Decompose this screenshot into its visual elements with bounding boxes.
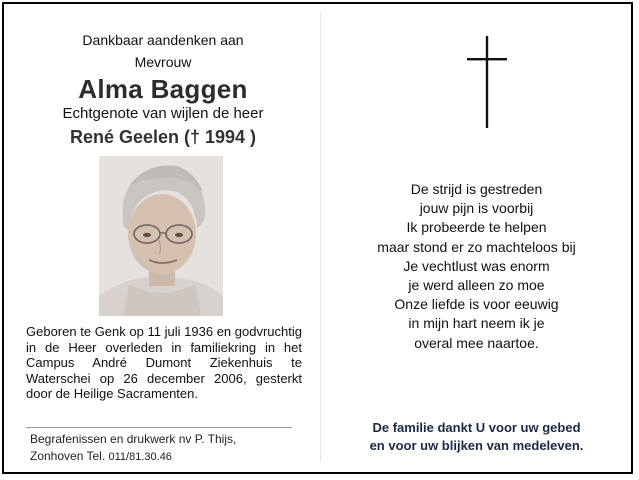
spouse-name: René Geelen († 1994 ) xyxy=(69,127,257,147)
poem-line: De strijd is gestreden xyxy=(410,181,543,197)
left-panel xyxy=(4,4,322,472)
spouse-intro: Echtgenote van wijlen de heer xyxy=(62,105,264,122)
thanks-line-1: De familie dankt U voor uw gebed xyxy=(372,420,581,435)
memorial-card xyxy=(2,2,633,474)
honorific: Mevrouw xyxy=(134,54,192,70)
printer-credit xyxy=(30,431,310,466)
poem-line: maar stond er zo machteloos bij xyxy=(377,238,576,255)
printer-line-2 xyxy=(30,448,310,466)
printer-line-1: Begrafenissen en drukwerk nv P. Thijs, xyxy=(30,432,237,446)
portrait-photo xyxy=(99,156,223,316)
poem-line: jouw pijn is voorbij xyxy=(419,200,534,217)
poem-line: overal mee naartoe. xyxy=(414,334,539,351)
card-fold xyxy=(320,12,321,462)
thanks-message xyxy=(322,419,631,455)
printer-phone: 011/81.30.46 xyxy=(108,451,172,463)
poem xyxy=(322,180,631,353)
poem-line: Ik probeerde te helpen xyxy=(406,219,547,236)
right-panel xyxy=(322,4,631,472)
intro-text: Dankbaar aandenken aan xyxy=(82,32,244,48)
portrait-illustration xyxy=(99,156,223,316)
thanks-line-2: en voor uw blijken van medeleven. xyxy=(369,438,584,453)
poem-line: je werd alleen zo moe xyxy=(408,277,545,294)
printer-city: Zonhoven Tel. xyxy=(30,449,106,463)
poem-line: in mijn hart neem ik je xyxy=(408,315,545,332)
divider xyxy=(26,427,292,428)
latin-cross-icon xyxy=(467,36,507,128)
biography-text: Geboren te Genk op 11 juli 1936 en godvruchtig in de Heer overleden in familiekring in het Campus André Dumont Ziekenhuis te Waterschei op 26 december 2006, gesterkt door de Heilige Sacramenten. xyxy=(26,324,302,401)
deceased-name: Alma Baggen xyxy=(78,74,248,104)
poem-line: Onze liefde is voor eeuwig xyxy=(394,296,559,313)
poem-line: Je vechtlust was enorm xyxy=(403,257,550,274)
